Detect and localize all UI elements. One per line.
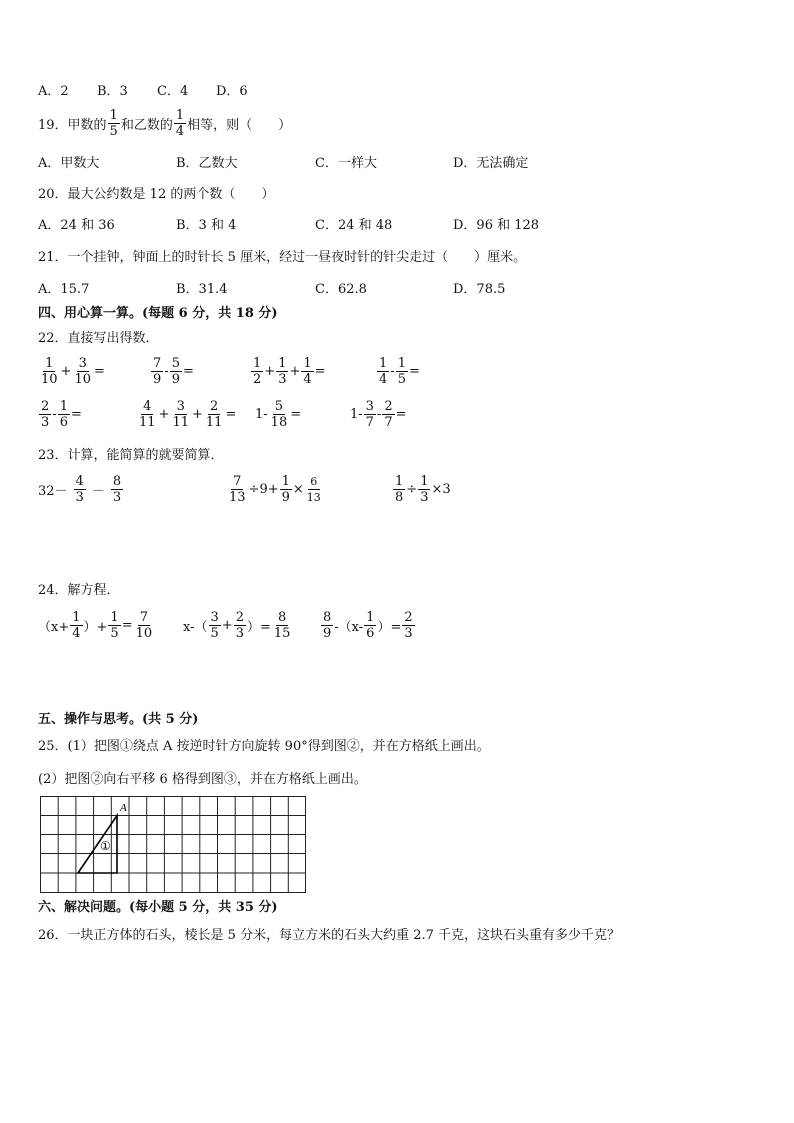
q19-option-b: B．乙数大 [176,156,238,171]
q22-expr-6: $\frac{4}{11}$ + $\frac{3}{11}$ + $\frac{2}{11}$ = [139,399,237,430]
q21-option-a: A．15.7 [38,282,90,297]
q20-question: 20．最大公约数是 12 的两个数（ ） [38,187,275,202]
q19-question: 19．甲数的 $\frac{1}{5}$ 和乙数的 $\frac{1}{4}$ 相等，则（ ） [38,108,292,139]
q21-option-b: B．31.4 [176,282,228,297]
q22-expr-7: 1- $\frac{5}{18}$ = [255,399,302,430]
q23-expr-2: $\frac{7}{13}$ ÷9+ $\frac{1}{9}$ × $\frac{6}{13}$ [229,474,321,505]
q20-option-c: C．24 和 48 [315,218,393,233]
q23-question: 23．计算，能简算的就要简算． [38,448,224,463]
q18-option-a: A．2 [38,84,69,99]
q24-equation-2: x-（ $\frac{3}{5}$ + $\frac{2}{3}$ ）= $\frac{8}{15}$ [183,610,291,641]
q26-question: 26．一块正方体的石头，棱长是 5 分米，每立方米的石头大约重 2.7 千克，这块石头重有多少千克？ [38,928,621,943]
q19-option-d: D．无法确定 [453,156,529,171]
q18-option-c: C．4 [157,84,189,99]
square-grid-figure [40,796,308,894]
q23-expr-1: 32－ $\frac{4}{3}$ － $\frac{8}{3}$ [38,474,122,505]
q24-question: 24．解方程． [38,583,120,598]
q19-option-c: C．一样大 [315,156,377,171]
point-a-label: A [120,802,127,814]
q20-option-b: B．3 和 4 [176,218,237,233]
q22-expr-1: $\frac{1}{10}$ + $\frac{3}{10}$ = [41,356,105,387]
q19-option-a: A．甲数大 [38,156,100,171]
figure-1-label: ① [100,839,111,853]
q25-part-1: 25．(1）把图①绕点 A 按逆时针方向旋转 90°得到图②，并在方格纸上画出。 [38,739,490,754]
q18-option-b: B．3 [97,84,128,99]
q22-expr-2: $\frac{7}{9}$ - $\frac{5}{9}$ = [153,356,194,387]
q24-equation-1: （x+ $\frac{1}{4}$ ）+ $\frac{1}{5}$ = $\frac{7}{10}$ [38,610,153,641]
q22-expr-4: $\frac{1}{4}$ - $\frac{1}{5}$ = [379,356,420,387]
q20-option-d: D．96 和 128 [453,218,540,233]
section-5-heading: 五、操作与思考。(共 5 分) [38,712,199,727]
q21-option-c: C．62.8 [315,282,367,297]
q21-question: 21．一个挂钟，钟面上的时针长 5 厘米，经过一昼夜时针的针尖走过（ ）厘米。 [38,250,527,265]
q20-option-a: A．24 和 36 [38,218,115,233]
q22-expr-3: $\frac{1}{2}$ + $\frac{1}{3}$ + $\frac{1}{4}$ = [253,356,326,387]
q22-question: 22．直接写出得数． [38,331,159,346]
section-6-heading: 六、解决问题。(每小题 5 分，共 35 分) [38,900,278,915]
section-4-heading: 四、用心算一算。(每题 6 分，共 18 分) [38,306,278,321]
q23-expr-3: $\frac{1}{8}$ ÷ $\frac{1}{3}$ ×3 [395,474,451,505]
q21-option-d: D．78.5 [453,282,506,297]
q22-expr-8: 1- $\frac{3}{7}$ - $\frac{2}{7}$ = [350,399,407,430]
q22-expr-5: $\frac{2}{3}$ - $\frac{1}{6}$ = [41,399,82,430]
q18-option-d: D．6 [216,84,248,99]
q25-part-2: (2）把图②向右平移 6 格得到图③，并在方格纸上画出。 [38,772,367,787]
q24-equation-3: $\frac{8}{9}$ -（x- $\frac{1}{6}$ ）= $\frac{2}{3}$ [323,610,413,641]
